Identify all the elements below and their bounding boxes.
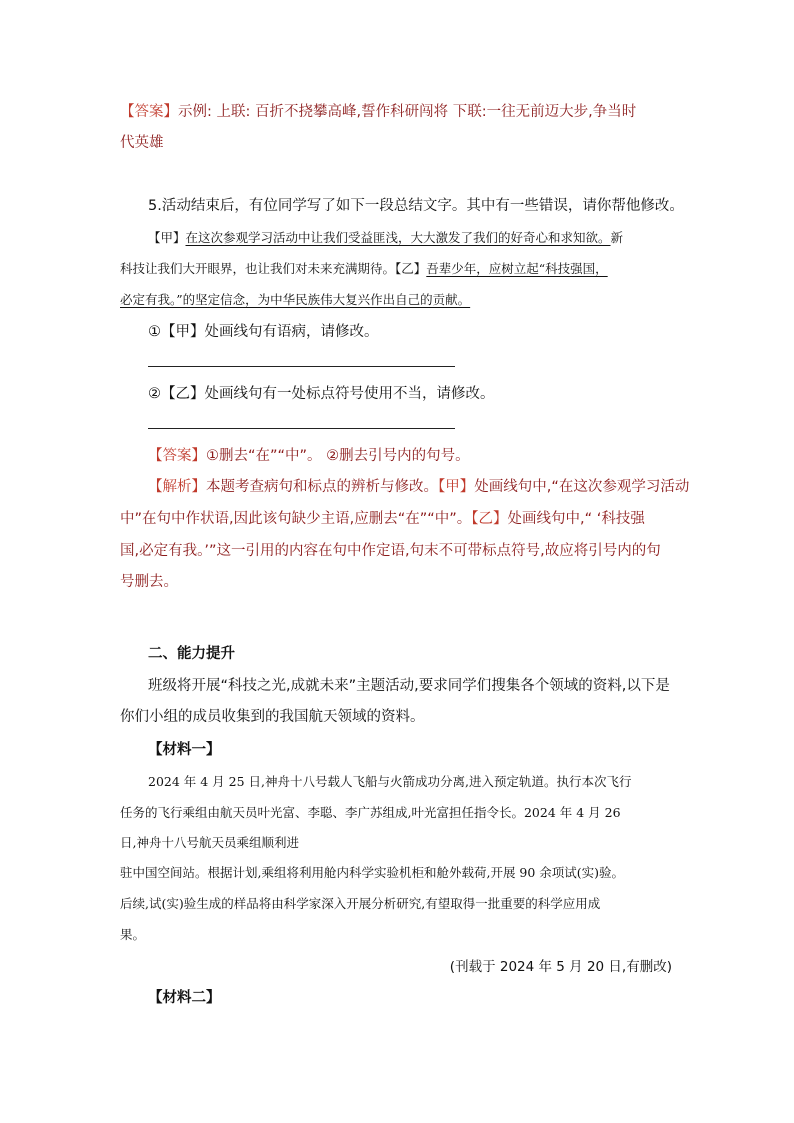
answer-line-2: 代英雄 (120, 135, 164, 151)
analysis-line-3: 国,必定有我。’”这一引用的内容在句中作定语,句末不可带标点符号,故应将引号内的句 (120, 543, 661, 559)
answer-tag: 【答案】 (148, 448, 206, 464)
answer-line-1 (120, 102, 636, 122)
material-1-line-3: 日,神舟十八号航天员乘组顺利进 (120, 835, 299, 850)
material-1-line-1: 2024 年 4 月 25 日,神舟十八号载人飞船与火箭成功分离,进入预定轨道。执行本次飞行 (148, 774, 632, 789)
yi-underlined-sentence-part1: 吾辈少年，应树立起“科技强国， (426, 261, 608, 276)
intro-line-1: 班级将开展“科技之光,成就未来”主题活动,要求同学们搜集各个领域的资料,以下是 (148, 678, 670, 694)
material-2-label: 【材料二】 (148, 990, 221, 1006)
analysis-text: 处画线句中,“在这次参观学习活动 (474, 479, 690, 495)
material-1-line-6: 果。 (120, 927, 146, 942)
answer-text: 示例: 上联: 百折不挠攀高峰,誓作科研闯将 下联:一往无前迈大步,争当时 (178, 104, 637, 120)
sub-question-1: ①【甲】处画线句有语病，请修改。 (148, 324, 379, 340)
analysis-line-4: 号删去。 (120, 574, 178, 590)
paragraph-line-2 (120, 259, 608, 279)
material-1-line-2: 任务的飞行乘组由航天员叶光富、李聪、李广苏组成,叶光富担任指令长。2024 年 4 月 26 (120, 805, 621, 820)
analysis-tag: 【解析】 (148, 479, 206, 495)
analysis-text: 中”在句中作状语,因此该句缺少主语,应删去“在”“中”。 (120, 511, 472, 527)
answer-blank-line-2 (148, 428, 455, 429)
sub-question-2: ②【乙】处画线句有一处标点符号使用不当，请修改。 (148, 386, 495, 402)
jia-underlined-sentence: 在这次参观学习活动中让我们受益匪浅，大大激发了我们的好奇心和求知欲。 (185, 230, 611, 245)
section-heading: 二、能力提升 (148, 646, 235, 662)
yi-underlined-sentence-part2: 必定有我。”的坚定信念，为中华民族伟大复兴作出自己的贡献。 (120, 292, 471, 307)
paragraph-line-1 (148, 228, 623, 248)
q5-answer-line (148, 446, 470, 466)
paragraph-text: 新 (610, 230, 624, 245)
analysis-text: 本题考查病句和标点的辨析与修改。 (206, 479, 438, 495)
material-1-line-4: 驻中国空间站。根据计划,乘组将利用舱内科学实验机柜和舱外载荷,开展 90 余项试(实)验。 (120, 865, 625, 880)
material-1-label: 【材料一】 (148, 742, 221, 758)
analysis-tag-yi: 【乙】 (471, 511, 508, 527)
answer-blank-line-1 (148, 366, 455, 367)
paragraph-text: 科技让我们大开眼界，也让我们对未来充满期待。 (120, 261, 396, 276)
answer-tag: 【答案】 (120, 104, 178, 120)
tag-yi: 【乙】 (395, 261, 427, 276)
question-5-prompt: 5.活动结束后，有位同学写了如下一段总结文字。其中有一些错误，请你帮他修改。 (148, 198, 684, 214)
source-citation: (刊载于 2024 年 5 月 20 日,有删改) (449, 959, 672, 975)
material-1-line-5: 后续,试(实)验生成的样品将由科学家深入开展分析研究,有望取得一批重要的科学应用成 (120, 896, 601, 911)
tag-jia: 【甲】 (148, 230, 186, 245)
analysis-text: 处画线句中,“ ‘科技强 (507, 511, 645, 527)
intro-line-2: 你们小组的成员收集到的我国航天领域的资料。 (120, 709, 425, 725)
answer-text: ①删去“在”“中”。 ②删去引号内的句号。 (206, 448, 470, 464)
analysis-line-1 (148, 477, 689, 497)
analysis-tag-jia: 【甲】 (438, 479, 475, 495)
analysis-line-2 (120, 509, 645, 529)
paragraph-line-3 (120, 290, 470, 310)
